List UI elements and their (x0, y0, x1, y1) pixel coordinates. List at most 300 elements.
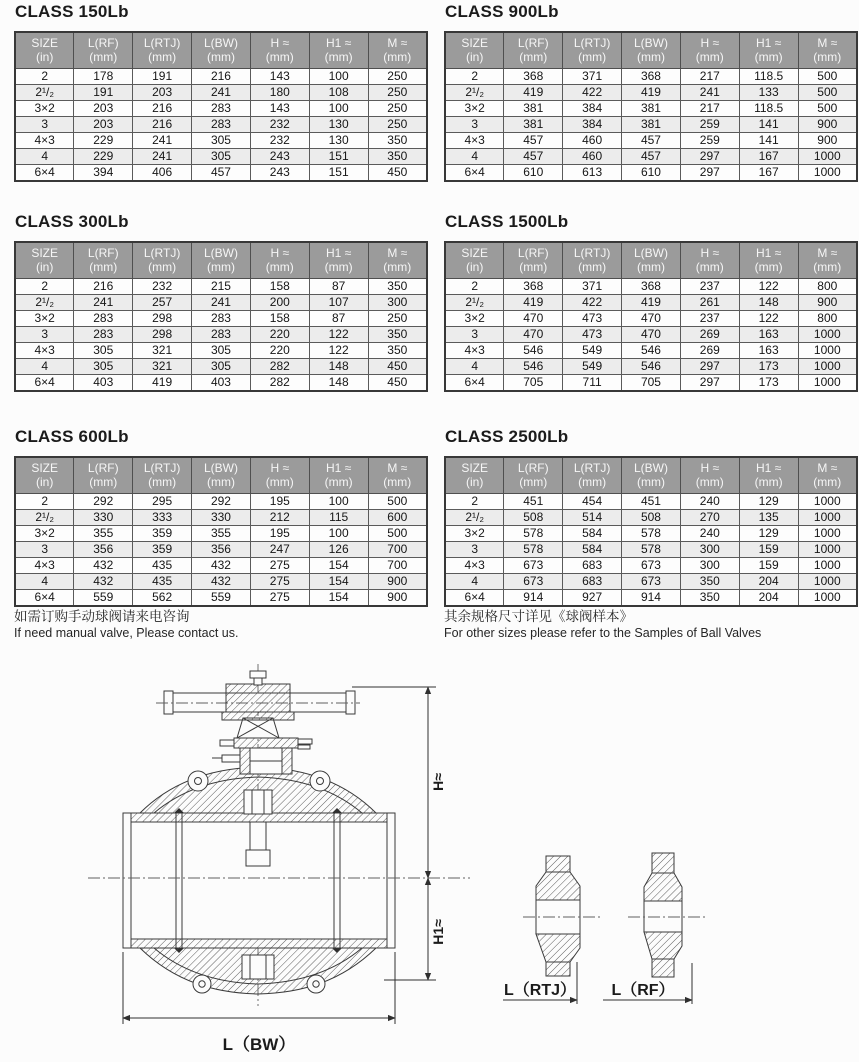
table-title: CLASS 1500Lb (445, 212, 569, 231)
column-header: L(BW) (mm) (192, 457, 251, 494)
table-cell: 158 (250, 311, 309, 327)
table-cell: 167 (739, 165, 798, 182)
table-cell: 216 (74, 279, 133, 295)
rf-label: L（RF） (611, 982, 675, 999)
table-cell: 900 (798, 133, 857, 149)
table-cell: 584 (563, 526, 622, 542)
table-cell: 4×3 (445, 343, 504, 359)
table-cell: 135 (739, 510, 798, 526)
table-cell: 900 (368, 574, 427, 590)
column-header: L(RTJ) (mm) (133, 457, 192, 494)
table-cell: 3×2 (445, 526, 504, 542)
table-cell: 4 (15, 359, 74, 375)
gland-bolt-right-1 (298, 739, 312, 744)
table-cell: 100 (309, 101, 368, 117)
gland-bolt-right-2 (298, 745, 310, 749)
table-cell: 460 (563, 133, 622, 149)
table-cell: 115 (309, 510, 368, 526)
table-cell: 514 (563, 510, 622, 526)
table-row (15, 375, 427, 392)
table-cell: 3 (15, 327, 74, 343)
table-cell: 195 (250, 494, 309, 510)
dimension-table-150lb (14, 31, 428, 182)
gland-bolt-left (220, 740, 234, 746)
column-header: H1 ≈ (mm) (739, 242, 798, 279)
column-header: SIZE (in) (445, 457, 504, 494)
column-header: L(BW) (mm) (192, 242, 251, 279)
rf-bore (644, 901, 682, 932)
table-cell: 122 (739, 311, 798, 327)
table-cell: 151 (309, 149, 368, 165)
table-cell: 700 (368, 558, 427, 574)
table-cell: 600 (368, 510, 427, 526)
table-cell: 3×2 (445, 311, 504, 327)
table-cell: 4×3 (445, 558, 504, 574)
table-cell: 212 (250, 510, 309, 526)
table-cell: 549 (563, 359, 622, 375)
table-cell: 241 (192, 85, 251, 101)
dimension-table-300lb (14, 241, 428, 392)
table-cell: 450 (368, 359, 427, 375)
table-row (445, 558, 857, 574)
table-cell: 432 (74, 574, 133, 590)
column-header: SIZE (in) (15, 457, 74, 494)
table-cell: 546 (622, 359, 681, 375)
table-cell: 178 (74, 69, 133, 85)
table-cell: 384 (563, 101, 622, 117)
table-cell: 204 (739, 574, 798, 590)
table-cell: 100 (309, 494, 368, 510)
table-cell: 118.5 (739, 101, 798, 117)
table-cell: 298 (133, 327, 192, 343)
table-cell: 4 (15, 149, 74, 165)
table-cell: 240 (680, 526, 739, 542)
table-cell: 6×4 (445, 165, 504, 182)
column-header: H1 ≈ (mm) (739, 457, 798, 494)
table-title: CLASS 150Lb (15, 2, 129, 21)
technical-drawing (0, 660, 859, 1062)
table-cell: 3 (445, 327, 504, 343)
note-en: For other sizes please refer to the Samples of Ball Valves (444, 626, 762, 640)
table-cell: 705 (622, 375, 681, 392)
table-cell: 220 (250, 343, 309, 359)
table-cell: 356 (74, 542, 133, 558)
table-cell: 217 (680, 101, 739, 117)
column-header: M ≈ (mm) (798, 457, 857, 494)
table-cell: 154 (309, 590, 368, 607)
table-cell: 195 (250, 526, 309, 542)
table-cell: 2 (445, 69, 504, 85)
table-cell: 250 (368, 117, 427, 133)
table-cell: 454 (563, 494, 622, 510)
column-header: L(RTJ) (mm) (563, 242, 622, 279)
table-cell: 191 (133, 69, 192, 85)
table-cell: 500 (368, 526, 427, 542)
table-cell: 578 (504, 526, 563, 542)
table-cell: 3×2 (15, 311, 74, 327)
table-cell: 163 (739, 327, 798, 343)
table-row (445, 101, 857, 117)
table-cell: 500 (368, 494, 427, 510)
table-cell: 163 (739, 343, 798, 359)
valve-cross-section (88, 664, 470, 1006)
table-row (15, 279, 427, 295)
table-cell: 118.5 (739, 69, 798, 85)
table-cell: 4 (445, 149, 504, 165)
table-cell: 368 (622, 279, 681, 295)
column-header: SIZE (in) (15, 32, 74, 69)
section-class-900lb (444, 2, 858, 182)
bottom-lug-left (193, 975, 211, 993)
table-cell: 130 (309, 133, 368, 149)
table-cell: 159 (739, 542, 798, 558)
column-header: L(BW) (mm) (622, 457, 681, 494)
table-cell: 321 (133, 343, 192, 359)
table-row (445, 574, 857, 590)
table-cell: 173 (739, 359, 798, 375)
table-cell: 275 (250, 558, 309, 574)
table-cell: 217 (680, 69, 739, 85)
table-cell: 4×3 (445, 133, 504, 149)
table-cell: 275 (250, 574, 309, 590)
table-cell: 180 (250, 85, 309, 101)
table-cell: 406 (133, 165, 192, 182)
body-wall-bottom (131, 939, 387, 948)
header-row (445, 242, 857, 279)
table-cell: 241 (133, 149, 192, 165)
table-cell: 450 (368, 165, 427, 182)
table-cell: 237 (680, 279, 739, 295)
table-cell: 500 (798, 69, 857, 85)
column-header: SIZE (in) (445, 32, 504, 69)
table-cell: 292 (74, 494, 133, 510)
table-row (15, 295, 427, 311)
table-cell: 148 (309, 359, 368, 375)
table-cell: 900 (798, 295, 857, 311)
table-cell: 297 (680, 165, 739, 182)
table-cell: 122 (309, 327, 368, 343)
table-row (445, 590, 857, 607)
table-cell: 1000 (798, 590, 857, 607)
column-header: L(RF) (mm) (504, 242, 563, 279)
table-cell: 297 (680, 375, 739, 392)
table-cell: 330 (192, 510, 251, 526)
note-zh: 如需订购手动球阀请来电咨询 (14, 609, 190, 624)
table-cell: 87 (309, 311, 368, 327)
column-header: L(RTJ) (mm) (133, 242, 192, 279)
table-cell: 6×4 (445, 590, 504, 607)
table-cell: 705 (504, 375, 563, 392)
table-cell: 1000 (798, 327, 857, 343)
column-header: L(BW) (mm) (622, 242, 681, 279)
rtj-hub-top (536, 872, 580, 900)
table-cell: 2 (15, 494, 74, 510)
table-cell: 203 (74, 117, 133, 133)
table-cell: 300 (680, 542, 739, 558)
table-cell: 283 (74, 311, 133, 327)
table-cell: 473 (563, 327, 622, 343)
table-cell: 3 (15, 117, 74, 133)
table-cell: 333 (133, 510, 192, 526)
table-row (15, 133, 427, 149)
table-cell: 350 (368, 149, 427, 165)
column-header: L(RF) (mm) (504, 32, 563, 69)
table-cell: 673 (622, 574, 681, 590)
table-cell: 359 (133, 526, 192, 542)
table-cell: 216 (133, 117, 192, 133)
table-row (15, 327, 427, 343)
table-cell: 546 (622, 343, 681, 359)
table-cell: 350 (368, 343, 427, 359)
table-title: CLASS 300Lb (15, 212, 129, 231)
table-cell: 1000 (798, 165, 857, 182)
table-row (445, 117, 857, 133)
table-cell: 457 (622, 133, 681, 149)
table-cell: 269 (680, 343, 739, 359)
rf-neck-bottom (652, 959, 674, 977)
table-cell: 683 (563, 574, 622, 590)
table-cell: 1000 (798, 149, 857, 165)
table-cell: 167 (739, 149, 798, 165)
dimension-table-900lb (444, 31, 858, 182)
table-cell: 584 (563, 542, 622, 558)
dimension-table-600lb (14, 456, 428, 607)
table-cell: 292 (192, 494, 251, 510)
table-cell: 2¹/₂ (445, 510, 504, 526)
table-cell: 229 (74, 133, 133, 149)
table-cell: 243 (250, 149, 309, 165)
table-cell: 900 (368, 590, 427, 607)
handle-cap-right (346, 691, 355, 714)
table-cell: 282 (250, 375, 309, 392)
table-cell: 355 (74, 526, 133, 542)
table-cell: 173 (739, 375, 798, 392)
section-class-600lb (14, 427, 428, 607)
table-row (15, 510, 427, 526)
rf-hub-top (644, 873, 682, 901)
table-row (445, 69, 857, 85)
table-row (445, 133, 857, 149)
table-row (15, 117, 427, 133)
table-cell: 240 (680, 494, 739, 510)
table-cell: 457 (622, 149, 681, 165)
table-cell: 470 (622, 327, 681, 343)
table-cell: 283 (74, 327, 133, 343)
column-header: L(RTJ) (mm) (563, 32, 622, 69)
table-cell: 130 (309, 117, 368, 133)
flange-rtj-detail (503, 856, 603, 1004)
table-cell: 305 (192, 343, 251, 359)
table-cell: 2 (15, 69, 74, 85)
table-cell: 546 (504, 359, 563, 375)
bottom-lug-right (307, 975, 325, 993)
valve-body (123, 813, 395, 948)
table-cell: 800 (798, 311, 857, 327)
table-cell: 100 (309, 69, 368, 85)
table-cell: 204 (739, 590, 798, 607)
table-cell: 6×4 (15, 590, 74, 607)
table-cell: 673 (504, 558, 563, 574)
table-cell: 282 (250, 359, 309, 375)
table-row (15, 101, 427, 117)
table-title: CLASS 2500Lb (445, 427, 569, 446)
table-cell: 355 (192, 526, 251, 542)
table-cell: 143 (250, 101, 309, 117)
section-class-2500lb (444, 427, 858, 607)
table-cell: 269 (680, 327, 739, 343)
table-cell: 578 (622, 542, 681, 558)
table-cell: 259 (680, 117, 739, 133)
column-header: L(BW) (mm) (192, 32, 251, 69)
table-cell: 350 (368, 279, 427, 295)
table-cell: 295 (133, 494, 192, 510)
rtj-label: L（RTJ） (503, 982, 577, 999)
table-row (445, 494, 857, 510)
table-cell: 432 (192, 558, 251, 574)
table-cell: 451 (504, 494, 563, 510)
table-cell: 148 (309, 375, 368, 392)
table-row (15, 311, 427, 327)
table-row (15, 542, 427, 558)
table-row (445, 359, 857, 375)
dim-lbw-label: L（BW） (222, 1035, 296, 1054)
stem-column (244, 790, 272, 814)
table-cell: 259 (680, 133, 739, 149)
column-header: H1 ≈ (mm) (739, 32, 798, 69)
table-cell: 305 (192, 149, 251, 165)
table-cell: 3 (445, 117, 504, 133)
table-cell: 403 (192, 375, 251, 392)
header-row (445, 32, 857, 69)
table-cell: 261 (680, 295, 739, 311)
table-cell: 394 (74, 165, 133, 182)
table-cell: 241 (680, 85, 739, 101)
table-row (445, 510, 857, 526)
table-cell: 241 (74, 295, 133, 311)
table-cell: 1000 (798, 359, 857, 375)
column-header: H ≈ (mm) (680, 32, 739, 69)
gland-plate (234, 738, 298, 748)
flange-rf-detail (603, 853, 706, 1004)
table-cell: 250 (368, 69, 427, 85)
column-header: M ≈ (mm) (798, 32, 857, 69)
table-cell: 87 (309, 279, 368, 295)
table-cell: 108 (309, 85, 368, 101)
table-cell: 247 (250, 542, 309, 558)
table-row (15, 165, 427, 182)
column-header: H1 ≈ (mm) (309, 242, 368, 279)
table-cell: 1000 (798, 375, 857, 392)
table-cell: 610 (622, 165, 681, 182)
table-cell: 159 (739, 558, 798, 574)
table-cell: 158 (250, 279, 309, 295)
table-cell: 381 (504, 101, 563, 117)
table-cell: 3 (15, 542, 74, 558)
table-cell: 203 (133, 85, 192, 101)
table-cell: 151 (309, 165, 368, 182)
rtj-hub-bottom (536, 934, 580, 962)
table-cell: 232 (133, 279, 192, 295)
column-header: L(RTJ) (mm) (563, 457, 622, 494)
table-cell: 2¹/₂ (445, 85, 504, 101)
stem-bolt-head (250, 671, 266, 678)
table-cell: 613 (563, 165, 622, 182)
table-cell: 432 (192, 574, 251, 590)
table-cell: 381 (504, 117, 563, 133)
table-cell: 6×4 (15, 165, 74, 182)
column-header: L(BW) (mm) (622, 32, 681, 69)
table-row (15, 359, 427, 375)
table-cell: 232 (250, 117, 309, 133)
table-cell: 133 (739, 85, 798, 101)
table-cell: 422 (563, 85, 622, 101)
table-cell: 297 (680, 149, 739, 165)
table-cell: 200 (250, 295, 309, 311)
header-row (15, 457, 427, 494)
note-manual-valve (14, 608, 428, 641)
table-row (15, 343, 427, 359)
table-cell: 473 (563, 311, 622, 327)
table-cell: 305 (74, 343, 133, 359)
table-row (15, 558, 427, 574)
table-cell: 1000 (798, 542, 857, 558)
table-row (445, 165, 857, 182)
table-cell: 100 (309, 526, 368, 542)
table-cell: 2¹/₂ (15, 510, 74, 526)
table-cell: 237 (680, 311, 739, 327)
table-cell: 2 (445, 279, 504, 295)
table-cell: 422 (563, 295, 622, 311)
table-cell: 2¹/₂ (445, 295, 504, 311)
table-cell: 549 (563, 343, 622, 359)
weld-end-right (387, 813, 395, 948)
rtj-neck-top (546, 856, 570, 872)
table-cell: 368 (622, 69, 681, 85)
table-cell: 241 (133, 133, 192, 149)
packing-left (240, 748, 250, 774)
table-cell: 6×4 (15, 375, 74, 392)
column-header: H ≈ (mm) (250, 457, 309, 494)
table-cell: 4 (445, 359, 504, 375)
dim-h-label: H≈ (430, 773, 446, 791)
table-cell: 432 (74, 558, 133, 574)
header-row (15, 32, 427, 69)
table-cell: 122 (739, 279, 798, 295)
table-cell: 559 (74, 590, 133, 607)
table-cell: 3×2 (445, 101, 504, 117)
table-cell: 368 (504, 279, 563, 295)
note-en: If need manual valve, Please contact us. (14, 626, 239, 640)
table-cell: 229 (74, 149, 133, 165)
dimension-table-2500lb (444, 456, 858, 607)
table-cell: 460 (563, 149, 622, 165)
rf-hub-bottom (644, 932, 682, 959)
table-row (445, 526, 857, 542)
section-class-300lb (14, 212, 428, 392)
table-cell: 457 (504, 149, 563, 165)
table-row (445, 375, 857, 392)
dim-h1-label: H1≈ (430, 919, 446, 945)
table-cell: 1000 (798, 494, 857, 510)
table-cell: 470 (504, 327, 563, 343)
table-cell: 673 (504, 574, 563, 590)
table-cell: 1000 (798, 526, 857, 542)
table-cell: 3 (445, 542, 504, 558)
table-cell: 3×2 (15, 101, 74, 117)
table-cell: 419 (622, 295, 681, 311)
table-cell: 4×3 (15, 558, 74, 574)
table-cell: 129 (739, 526, 798, 542)
